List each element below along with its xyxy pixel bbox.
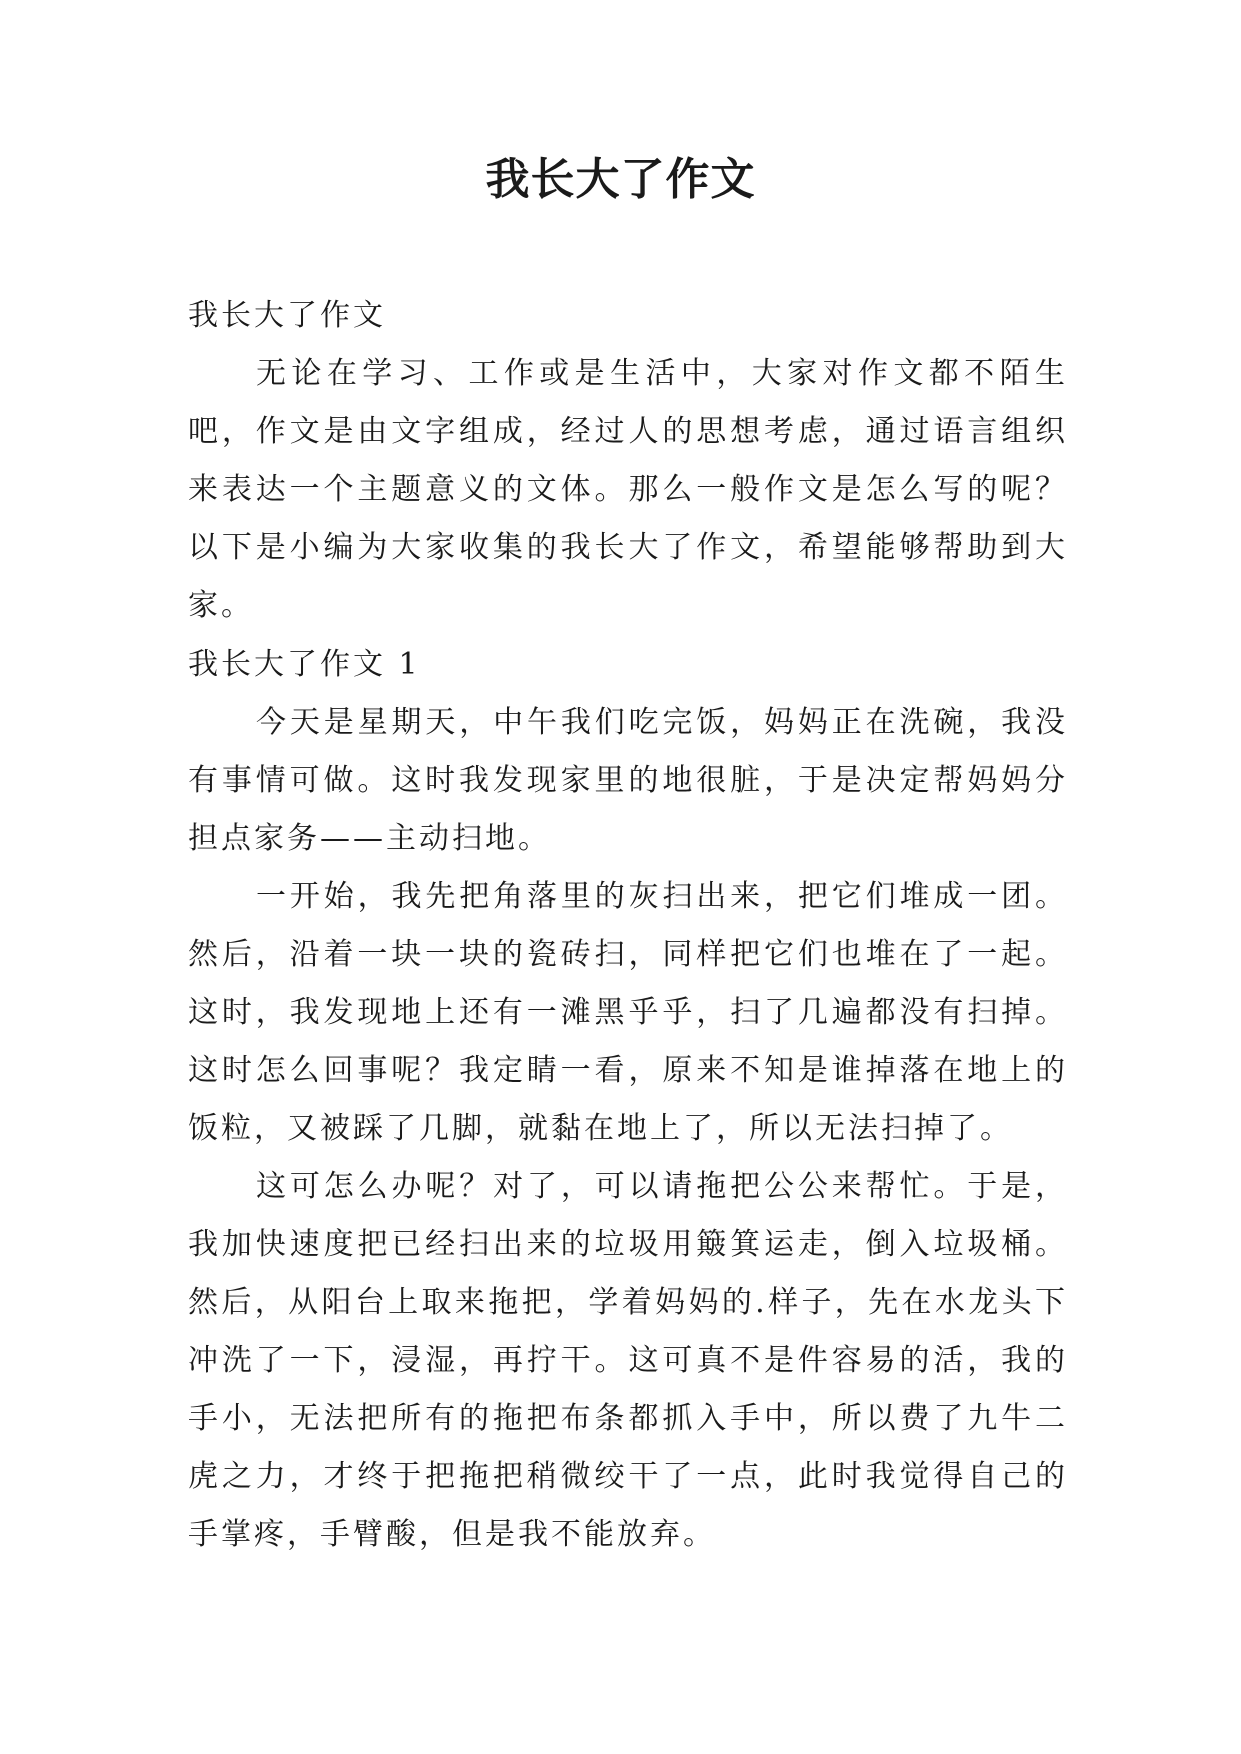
intro-paragraph: 无论在学习、工作或是生活中，大家对作文都不陌生吧，作文是由文字组成，经过人的思想考虑，通过语言组织来表达一个主题意义的文体。那么一般作文是怎么写的呢？以下是小编为大家收集的我长大了作文，希望能够帮助到大家。 — [188, 356, 1068, 623]
body-paragraph: 这可怎么办呢？对了，可以请拖把公公来帮忙。于是，我加快速度把已经扫出来的垃圾用簸箕运走，倒入垃圾桶。然后，从阳台上取来拖把，学着妈妈的.样子，先在水龙头下冲洗了一下，浸湿，再拧干。这可真不是件容易的活，我的手小，无法把所有的拖把布条都抓入手中，所以费了九牛二虎之力，才终于把拖把稍微绞干了一点，此时我觉得自己的手掌疼，手臂酸，但是我不能放弃。 — [188, 1169, 1068, 1552]
intro-heading-block — [188, 287, 1068, 345]
body-paragraph: 一开始，我先把角落里的灰扫出来，把它们堆成一团。然后，沿着一块一块的瓷砖扫，同样把它们也堆在了一起。这时，我发现地上还有一滩黑乎乎，扫了几遍都没有扫掉。这时怎么回事呢？我定睛一看，原来不知是谁掉落在地上的饭粒，又被踩了几脚，就黏在地上了，所以无法扫掉了。 — [188, 879, 1068, 1146]
section-heading-block — [188, 636, 1068, 694]
intro-paragraph-block — [188, 345, 1068, 635]
document-title: 我长大了作文 — [485, 154, 756, 205]
section-paragraphs — [188, 694, 1068, 1564]
section-heading: 我长大了作文 1 — [188, 647, 421, 682]
body-paragraph: 今天是星期天，中午我们吃完饭，妈妈正在洗碗，我没有事情可做。这时我发现家里的地很脏，于是决定帮妈妈分担点家务——主动扫地。 — [188, 705, 1068, 856]
intro-heading: 我长大了作文 — [188, 298, 386, 333]
